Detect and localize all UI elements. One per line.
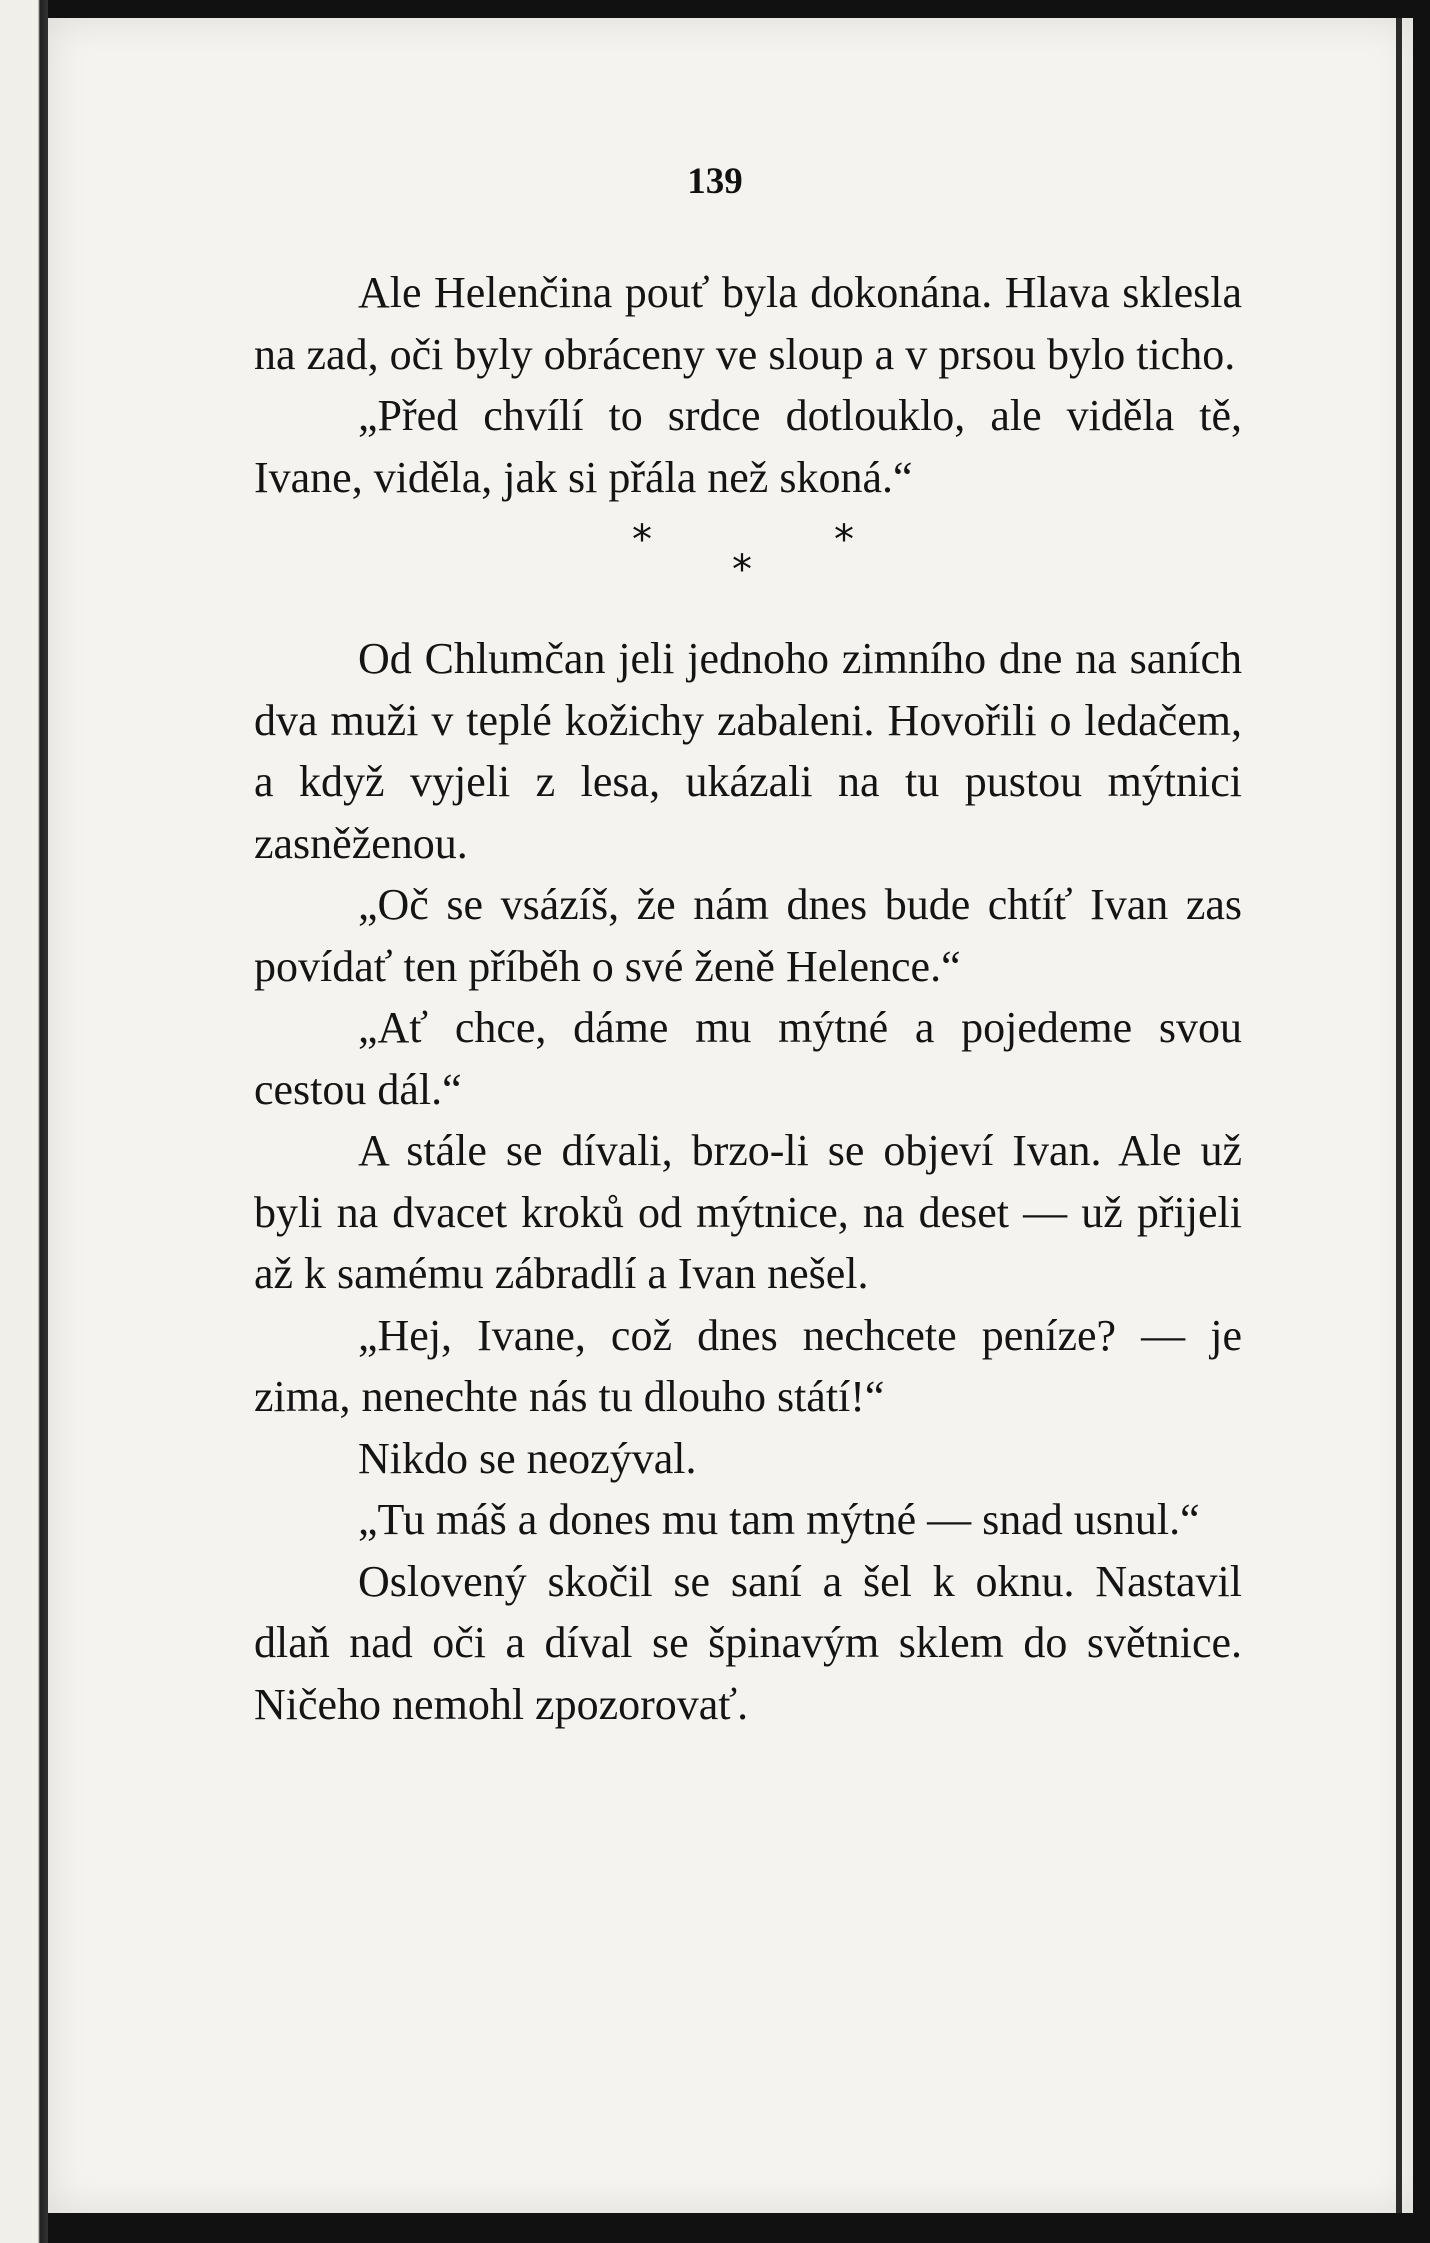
- section-separator: [254, 508, 1242, 628]
- paragraph: Ale Helenčina pouť byla dokonána. Hlava sklesla na zad, oči byly obráceny ve sloup a v prsou bylo ticho.: [254, 268, 1242, 379]
- paragraph: „Před chvílí to srdce dotlouklo, ale viděla tě, Ivane, viděla, jak si přála než skoná.“: [254, 391, 1242, 502]
- paragraph: Od Chlumčan jeli jednoho zimního dne na saních dva muži v teplé kožichy zabaleni. Hovořili o ledačem, a když vyjeli z lesa, ukázali na tu pustou mýtnici zasněženou.: [254, 634, 1242, 868]
- asterisk-ornament: *: [834, 517, 854, 563]
- paragraph: „Hej, Ivane, což dnes nechcete peníze? — je zima, nenechte nás tu dlouho státí!“: [254, 1310, 1242, 1421]
- page-gutter: [0, 0, 48, 2243]
- asterisk-ornament: *: [632, 517, 652, 563]
- paragraph: Nikdo se neozýval.: [358, 1433, 697, 1483]
- paragraph: „Ať chce, dáme mu mýtné a pojedeme svou cestou dál.“: [254, 1003, 1242, 1114]
- paragraph: „Tu máš a dones mu tam mýtné — snad usnul.“: [358, 1495, 1200, 1544]
- body-text: [254, 262, 1242, 1735]
- paragraph: A stále se dívali, brzo-li se objeví Ivan. Ale už byli na dvacet kroků od mýtnice, na deset — už přijeli až k samému zábradlí a Ivan nešel.: [254, 1126, 1242, 1298]
- page-number: 139: [687, 161, 743, 202]
- asterisk-ornament: *: [732, 547, 752, 593]
- paragraph: „Oč se vsázíš, že nám dnes bude chtíť Ivan zas povídať ten příběh o své ženě Helence.“: [254, 880, 1242, 991]
- paragraph: Oslovený skočil se saní a šel k oknu. Nastavil dlaň nad oči a díval se špinavým sklem do světnice. Ničeho nemohl zpozorovať.: [254, 1556, 1242, 1729]
- page-edge: [1396, 18, 1402, 2213]
